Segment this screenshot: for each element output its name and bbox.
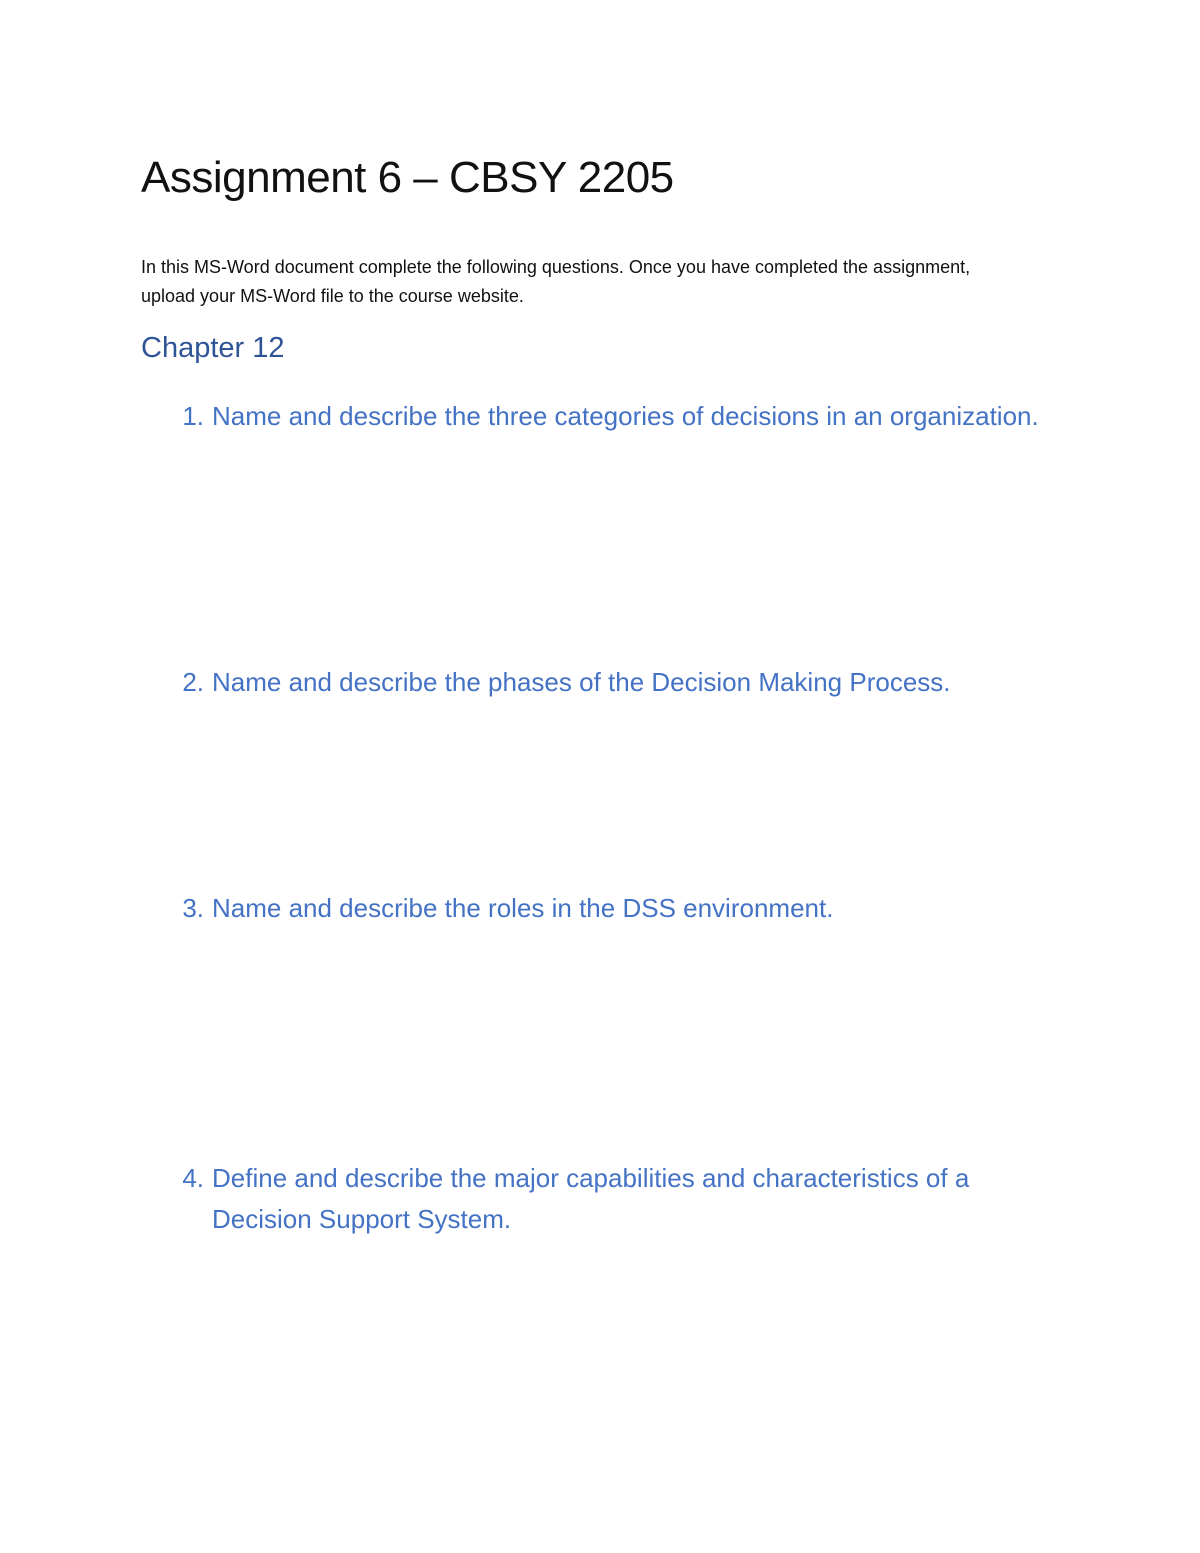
question-item bbox=[141, 1158, 1061, 1240]
question-number: 4. bbox=[182, 1163, 204, 1193]
chapter-heading: Chapter 12 bbox=[141, 332, 285, 364]
question-text: Name and describe the phases of the Decision Making Process. bbox=[212, 667, 951, 697]
question-item bbox=[141, 888, 1061, 929]
question-number: 3. bbox=[182, 893, 204, 923]
document-title: Assignment 6 – CBSY 2205 bbox=[141, 153, 674, 202]
question-text: Define and describe the major capabilities and characteristics of a Decision Support System. bbox=[212, 1163, 970, 1234]
question-item bbox=[141, 662, 1061, 703]
question-text: Name and describe the roles in the DSS environment. bbox=[212, 893, 834, 923]
question-number: 1. bbox=[182, 401, 204, 431]
question-text: Name and describe the three categories of decisions in an organization. bbox=[212, 401, 1039, 431]
question-number: 2. bbox=[182, 667, 204, 697]
intro-paragraph: In this MS-Word document complete the following questions. Once you have completed the assignment, upload your MS-Word file to the course website. bbox=[141, 257, 971, 306]
question-item bbox=[141, 396, 1061, 437]
